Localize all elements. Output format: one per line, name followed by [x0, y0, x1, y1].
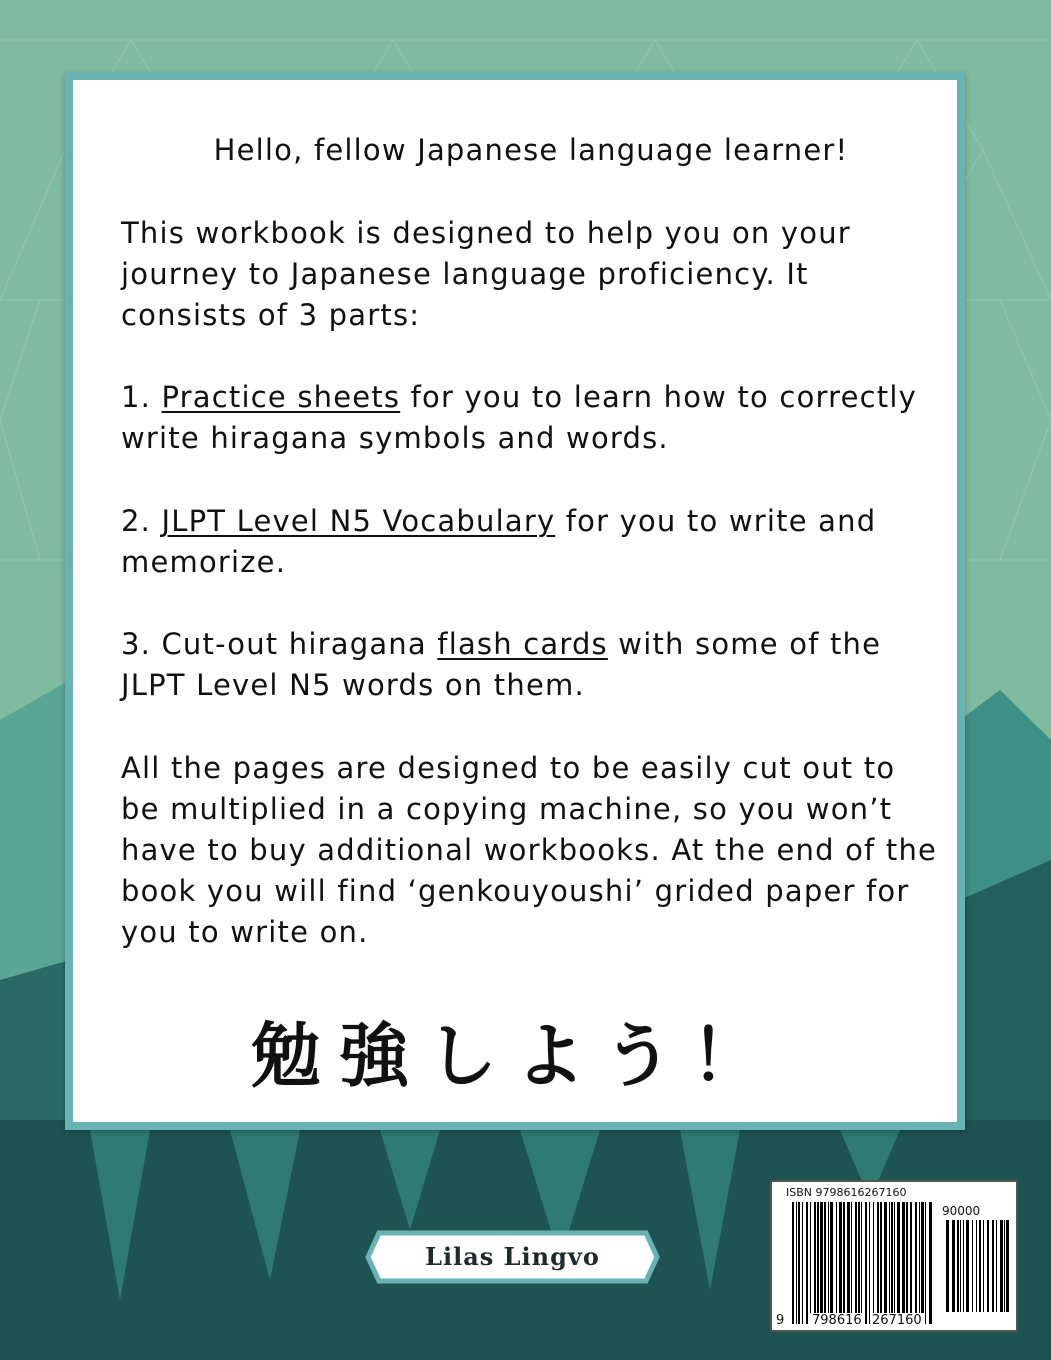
barcode-bar — [865, 1202, 867, 1324]
barcode-bar — [873, 1202, 874, 1324]
barcode-bar — [906, 1202, 908, 1324]
barcode-bar — [796, 1202, 797, 1324]
barcode-bar — [817, 1202, 819, 1324]
addon-number: 90000 — [942, 1204, 981, 1218]
practice-sheets-link: Practice sheets — [161, 380, 401, 414]
barcode-bar — [814, 1202, 816, 1324]
barcode-bar — [910, 1202, 912, 1324]
barcode-bar — [963, 1220, 964, 1312]
barcode-digit-first: 9 — [776, 1313, 785, 1328]
barcode-bar — [979, 1220, 981, 1312]
barcode-bar — [987, 1220, 989, 1312]
part-text: with some of the JLPT Level N5 words on them. — [121, 627, 882, 702]
barcode-bar — [992, 1220, 994, 1312]
part-text: 3. Cut-out hiragana — [121, 627, 438, 661]
barcode-bar — [952, 1220, 955, 1312]
barcode-bar — [880, 1202, 882, 1324]
part-1 — [121, 377, 941, 459]
barcode-bar — [902, 1202, 905, 1324]
isbn-label: ISBN 9798616267160 — [786, 1186, 907, 1199]
part-text: for you to learn how to correctly write hiragana symbols and words. — [121, 380, 917, 455]
barcode-bar — [889, 1202, 890, 1324]
isbn-barcode — [770, 1180, 1018, 1332]
barcode-bar — [847, 1202, 850, 1324]
barcode-bar — [855, 1202, 857, 1324]
barcode-bar — [806, 1202, 808, 1324]
barcode-digits-right: 267160 — [872, 1313, 922, 1328]
barcode-bar — [810, 1202, 811, 1324]
barcode-bar — [851, 1202, 852, 1324]
barcode-bar — [957, 1220, 959, 1312]
barcode-bar — [839, 1202, 842, 1324]
barcode-bar — [972, 1220, 973, 1312]
barcode-bar — [996, 1220, 997, 1312]
barcode-bar — [925, 1202, 926, 1324]
intro-paragraph: This workbook is designed to help you on your journey to Japanese language proficiency. It consists of 3 parts: — [121, 216, 851, 332]
barcode-bar — [966, 1220, 969, 1312]
publisher-logo — [365, 1230, 660, 1284]
barcode-bar — [843, 1202, 845, 1324]
part-number: 1. — [121, 380, 162, 414]
barcode-bar — [960, 1220, 961, 1312]
barcode-bar — [897, 1202, 900, 1324]
barcode-bar — [1004, 1220, 1005, 1312]
barcode-bar — [884, 1202, 887, 1324]
barcode-bar — [802, 1202, 803, 1324]
barcode-bar — [828, 1202, 829, 1324]
greeting: Hello, fellow Japanese language learner! — [213, 133, 849, 167]
barcode-bar — [891, 1202, 893, 1324]
barcode-bar — [858, 1202, 860, 1324]
barcode-bar — [1000, 1220, 1003, 1312]
part-3 — [121, 624, 941, 706]
intro-card — [65, 72, 965, 1130]
barcode-bar — [929, 1202, 932, 1324]
barcode-bar — [919, 1202, 920, 1324]
part-2 — [121, 501, 941, 583]
barcode-bar — [894, 1202, 895, 1324]
barcode-bar — [830, 1202, 833, 1324]
barcode-bar — [792, 1202, 794, 1324]
barcode-bar — [983, 1220, 984, 1312]
publisher-name: Lilas Lingvo — [425, 1242, 600, 1271]
barcode-bar — [824, 1202, 826, 1324]
slogan: 勉強しよう！ — [251, 1014, 779, 1097]
barcode-digits-left: 798616 — [812, 1313, 862, 1328]
barcode-bar — [915, 1202, 917, 1324]
closing-paragraph: All the pages are designed to be easily cut out to be multiplied in a copying machine, so you won’t have to buy additional workbooks. At the end of the book you will find ‘genkouyoushi’ grided paper for you to write on. — [121, 751, 938, 949]
barcode-bar — [820, 1202, 823, 1324]
barcode-bar — [877, 1202, 879, 1324]
barcode-bar — [976, 1220, 977, 1312]
vocabulary-link: JLPT Level N5 Vocabulary — [161, 504, 556, 538]
barcode-bar — [798, 1202, 800, 1324]
barcode-bar — [1006, 1220, 1009, 1312]
barcode-bar — [861, 1202, 862, 1324]
part-number: 2. — [121, 504, 162, 538]
barcode-bar — [836, 1202, 837, 1324]
flash-cards-link: flash cards — [437, 627, 608, 661]
barcode-bar — [921, 1202, 924, 1324]
barcode-bar — [869, 1202, 870, 1324]
part-text: for you to write and memorize. — [121, 504, 877, 579]
barcode-bar — [946, 1220, 949, 1312]
